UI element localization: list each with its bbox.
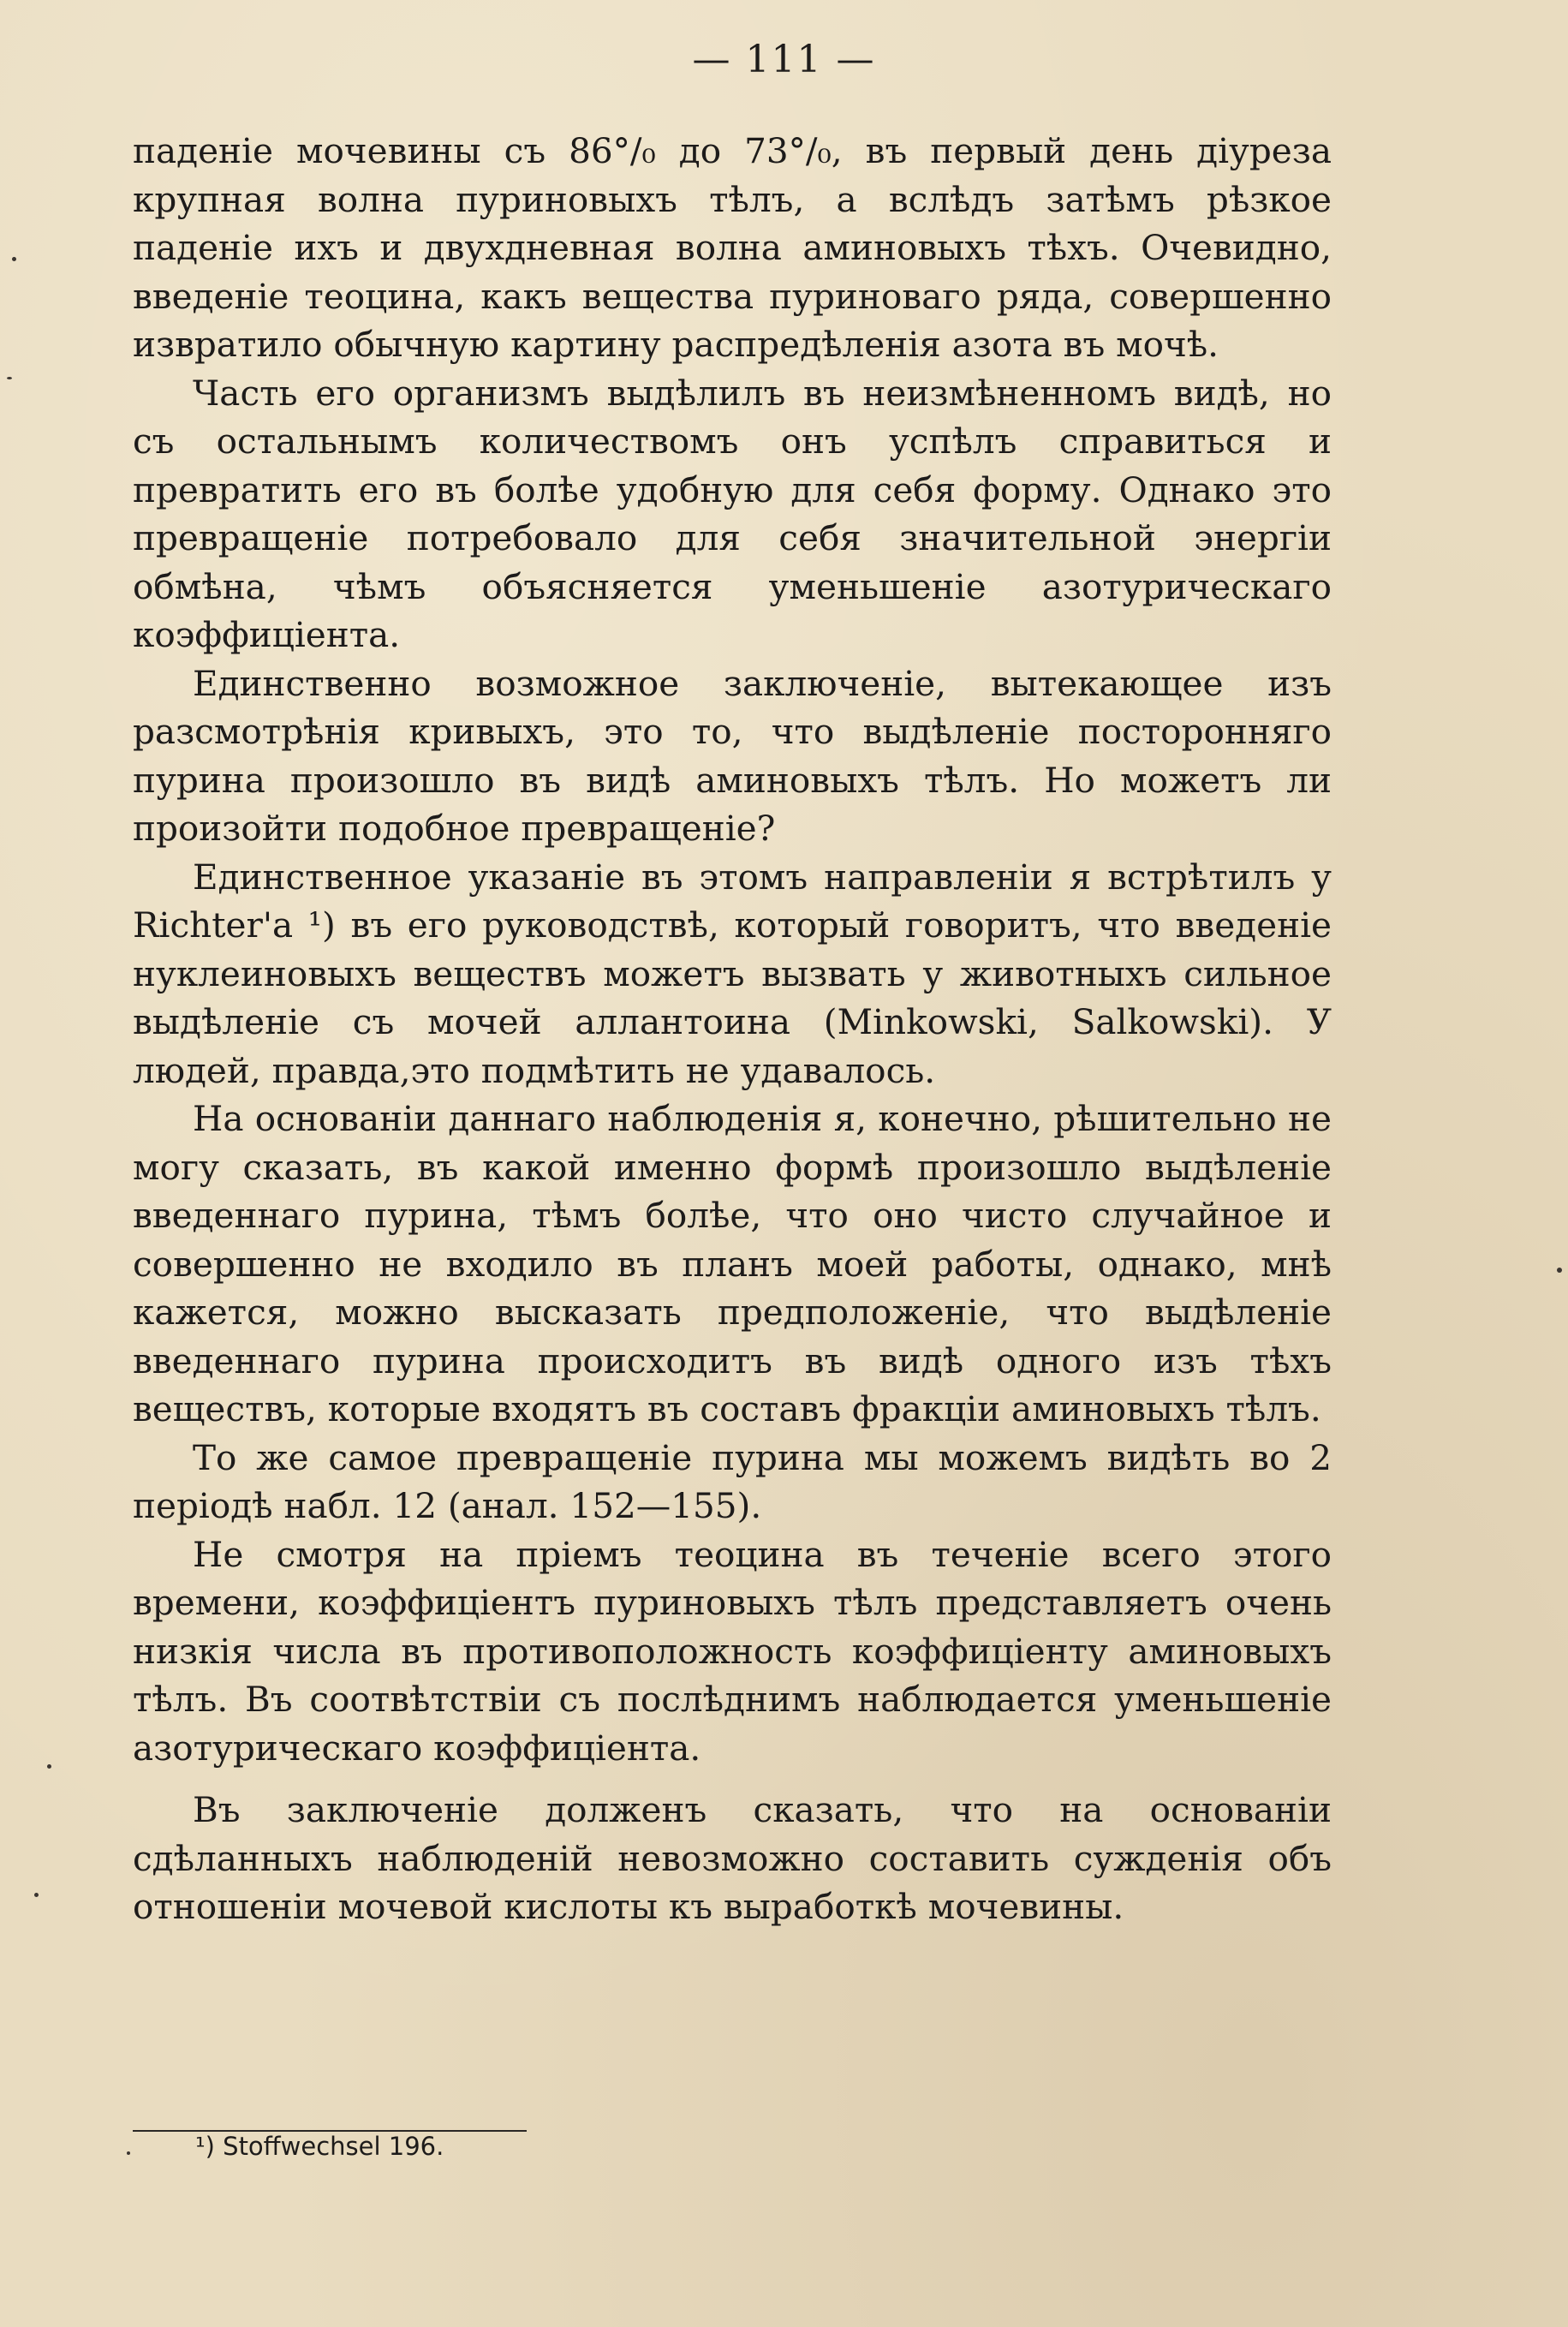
paper-speck [47, 1764, 51, 1769]
paragraph-continuation: паденіе мочевины съ 86°/₀ до 73°/₀, въ первый день діуреза крупная волна пуриновыхъ тѣлъ, а вслѣдъ затѣмъ рѣзкое паденіе ихъ и двухдневная волна аминовыхъ тѣхъ. Очевидно, введеніе теоцина, какъ вещества пуриноваго ряда, совершенно извратило обычную картину распредѣленія азота въ мочѣ. [133, 130, 1332, 365]
paragraph: Единственное указаніе въ этомъ направленіи я встрѣтилъ у Richter'а ¹) въ его руководствѣ, который говоритъ, что введеніе нуклеиновыхъ веществъ можетъ вызвать у животныхъ сильное выдѣленіе съ мочей аллантоина (Minkowski, Salkowski). У людей, правда,это подмѣтить не удавалось. [133, 856, 1332, 1091]
page-number: — 111 — [692, 38, 876, 81]
paper-speck [127, 2151, 130, 2155]
paragraph: То же самое превращеніе пурина мы можемъ видѣть во 2 періодѣ набл. 12 (анал. 152—155). [133, 1436, 1332, 1526]
paragraph: Часть его организмъ выдѣлилъ въ неизмѣненномъ видѣ, но съ остальнымъ количествомъ онъ успѣлъ справиться и превратить его въ болѣе удобную для себя форму. Однако это превращеніе потребовало для себя значительной энергіи обмѣна, чѣмъ объясняется уменьшеніе азотурическаго коэффиціента. [133, 372, 1332, 655]
paragraph: Не смотря на пріемъ теоцина въ теченіе всего этого времени, коэффиціентъ пуриновыхъ тѣлъ представляетъ очень низкія числа въ противоположность коэффиціенту аминовыхъ тѣлъ. Въ соотвѣтствіи съ послѣднимъ наблюдается уменьшеніе азотурическаго коэффиціента. [133, 1533, 1332, 1769]
paragraph: Единственно возможное заключеніе, вытекающее изъ разсмотрѣнія кривыхъ, это то, что выдѣленіе посторонняго пурина произошло въ видѣ аминовыхъ тѣлъ. Но можетъ ли произойти подобное превращеніе? [133, 662, 1332, 849]
footnote: ¹) Stoffwechsel 196. [195, 2132, 444, 2161]
paragraph-conclusion: Въ заключеніе долженъ сказать, что на основаніи сдѣланныхъ наблюденій невозможно составить сужденія объ отношеніи мочевой кислоты къ выработкѣ мочевины. [133, 1789, 1332, 1927]
paper-speck [1557, 1268, 1562, 1273]
paper-speck [7, 377, 12, 379]
paper-speck [34, 1893, 39, 1897]
paragraph: На основаніи даннаго наблюденія я, конечно, рѣшительно не могу сказать, въ какой именно формѣ произошло выдѣленіе введеннаго пурина, тѣмъ болѣе, что оно чисто случайное и совершенно не входило въ планъ моей работы, однако, мнѣ кажется, можно высказать предположеніе, что выдѣленіе введеннаго пурина происходитъ въ видѣ одного изъ тѣхъ веществъ, которые входятъ въ составъ фракціи аминовыхъ тѣлъ. [133, 1098, 1332, 1429]
body-text [133, 127, 1332, 1931]
paper-speck [12, 257, 16, 261]
